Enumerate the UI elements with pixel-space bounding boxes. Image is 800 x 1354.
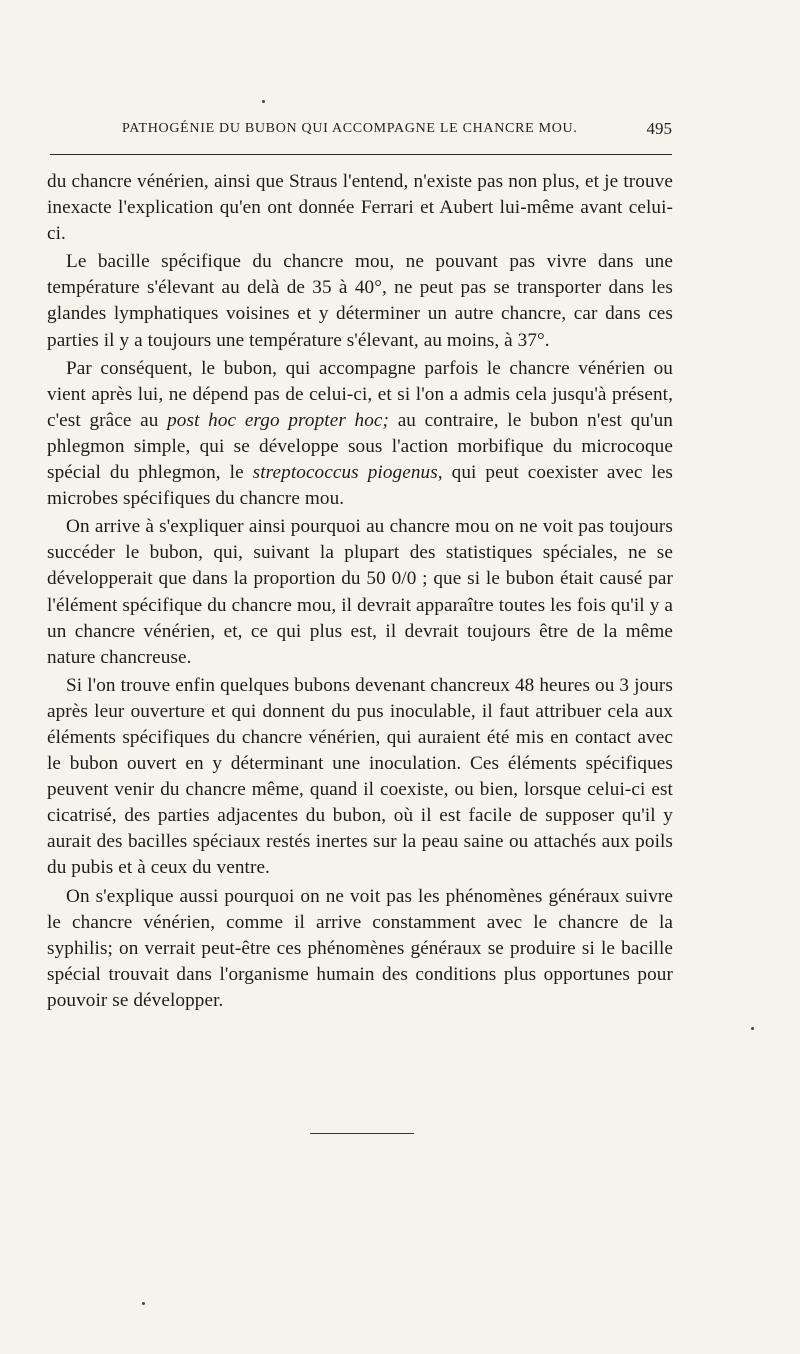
running-header	[50, 118, 672, 142]
latin-phrase: post hoc ergo propter hoc;	[167, 409, 390, 431]
paragraph-5-text: Si l'on trouve enfin quelques bubons devenant chancreux 48 heures ou 3 jours après leur ouverture et qui donnent du pus inoculable, il faut attribuer cela aux éléments spécifiques du chancre vénérien, qui auraient été mis en contact avec le bubon ouvert en y déterminant une inoculation. Ces éléments spécifiques peuvent venir du chancre même, quand il coexiste, ou bien, lorsque celui-ci est cicatrisé, des parties adjacentes du bubon, où il est facile de supposer qu'il y aurait des bacilles spéciaux restés inertes sur la peau saine ou attachés aux poils du pubis et à ceux du ventre.	[47, 674, 673, 879]
closing-rule	[310, 1133, 414, 1134]
paragraph-5	[47, 673, 673, 882]
paragraph-3-text-b: au contraire, le bubon n'est qu'un phlegmon simple, qui se développe sous l'action morbifique du microcoque spécial du phlegmon, le	[47, 409, 673, 484]
print-speck	[262, 100, 265, 103]
paragraph-4-text: On arrive à s'expliquer ainsi pourquoi au chancre mou on ne voit pas toujours succéder le bubon, qui, suivant la plupart des statistiques spéciales, ne se développerait que dans la proportion du 50 0/0 ; que si le bubon était causé par l'élément spécifique du chancre mou, il devrait apparaître toutes les fois qu'il y a un chancre vénérien, et, ce qui plus est, il devrait toujours être de la même nature chancreuse.	[47, 516, 673, 668]
paragraph-2-text: Le bacille spécifique du chancre mou, ne pouvant pas vivre dans une température s'élevant au delà de 35 à 40°, ne peut pas se transporter dans les glandes lymphatiques voisines et y déterminer un autre chancre, car dans ces parties il y a toujours une température s'élevant, au moins, à 37°.	[47, 251, 673, 351]
paragraph-3-text-a: Par conséquent, le bubon, qui accompagne parfois le chancre vénérien ou vient après lui, ne dépend pas de celui-ci, et si l'on a admis cela jusqu'à présent, c'est grâce au	[47, 357, 673, 431]
header-rule	[50, 154, 672, 155]
print-speck	[142, 1302, 145, 1305]
paragraph-1-text: du chancre vénérien, ainsi que Straus l'entend, n'existe pas non plus, et je trouve inexacte l'explication qu'en ont donnée Ferrari et Aubert lui-même avant celui-ci.	[47, 171, 673, 245]
paragraph-6-text: On s'explique aussi pourquoi on ne voit pas les phénomènes généraux suivre le chancre vénérien, comme il arrive constamment avec le chancre de la syphilis; on verrait peut-être ces phénomènes généraux se produire si le bacille spécial trouvait dans l'organisme humain des conditions plus opportunes pour pouvoir se développer.	[47, 885, 673, 1011]
paragraph-1	[47, 169, 673, 247]
paragraph-3-text-c: qui peut coexister avec les microbes spécifiques du chancre mou.	[47, 462, 674, 510]
paragraph-3	[47, 356, 673, 513]
page-number: 495	[646, 119, 672, 138]
paragraph-4	[47, 514, 673, 671]
species-name: streptococcus piogenus,	[252, 462, 443, 484]
print-speck	[751, 1027, 754, 1030]
paragraph-6	[47, 884, 673, 1014]
paragraph-2	[47, 249, 673, 353]
running-title: PATHOGÉNIE DU BUBON QUI ACCOMPAGNE LE CHANCRE MOU.	[122, 121, 578, 136]
body-text	[47, 169, 673, 1016]
